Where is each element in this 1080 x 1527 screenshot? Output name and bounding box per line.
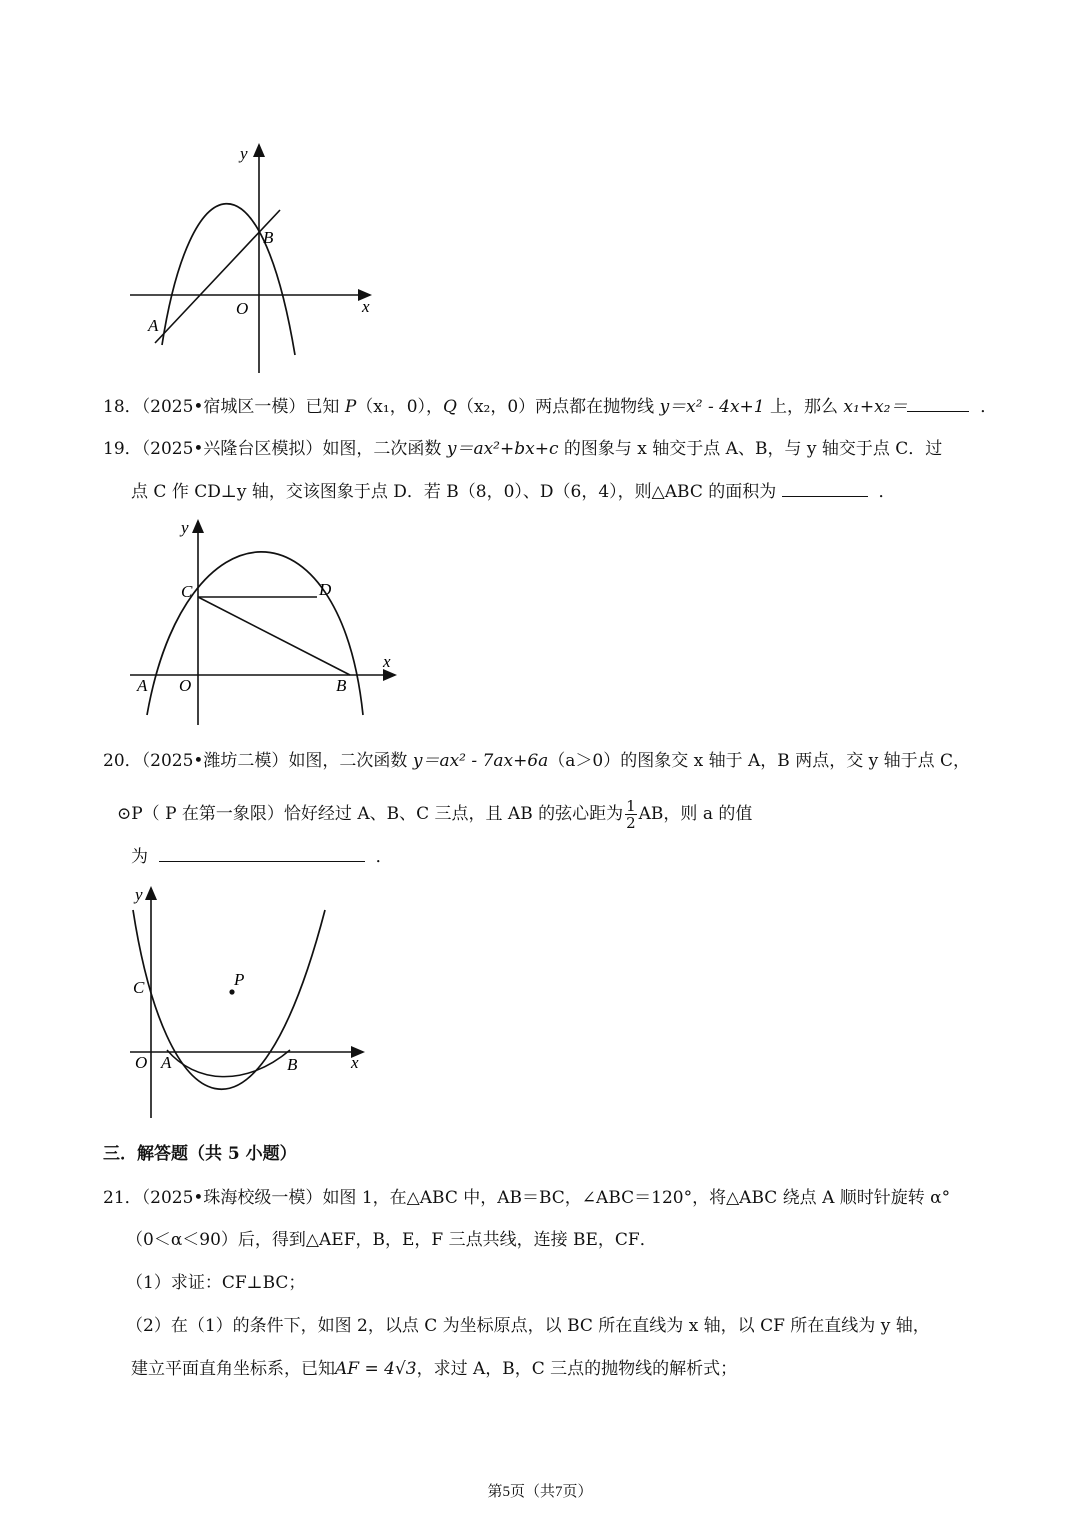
q19-answer-blank[interactable] <box>782 480 868 497</box>
q21-af-formula: AF = 4√3 <box>335 1359 417 1379</box>
fig17-y-label: y <box>240 144 248 163</box>
question-21-part1: （1）求证：CF⊥BC； <box>126 1273 306 1293</box>
question-18: 18．（2025•宿城区一模）已知 P（x₁，0），Q（x₂，0）两点都在抛物线 y＝x² ‑ 4x+1 上，那么 x₁+x₂＝ ． <box>103 397 998 417</box>
q19-source: （2025•兴隆台区模拟） <box>141 439 323 459</box>
fig20-a-label: A <box>161 1053 172 1072</box>
q20-number: 20． <box>103 751 142 771</box>
q18-equation: y＝x² ‑ 4x+1 <box>659 397 765 417</box>
q18-number: 18． <box>103 397 142 417</box>
question-20-line1: 20．（2025•潍坊二模）如图，二次函数 y＝ax² ‑ 7ax+6a（a＞0）的图象交 x 轴于 A，B 两点，交 y 轴于点 C， <box>103 751 971 771</box>
fig20-y-label: y <box>135 885 143 904</box>
question-20-line2: ⊙P（ P 在第一象限）恰好经过 A、B、C 三点，且 AB 的弦心距为 $\frac{1}{2}$ AB，则 a 的值 <box>117 797 753 832</box>
fig17-a-label: A <box>148 316 159 335</box>
fig20-c-label: C <box>133 978 145 997</box>
question-19-line1: 19．（2025•兴隆台区模拟）如图，二次函数 y＝ax²+bx+c 的图象与 x 轴交于点 A、B，与 y 轴交于点 C．过 <box>103 439 943 459</box>
fig20-b-label: B <box>287 1055 298 1074</box>
figure-q19 <box>125 515 405 727</box>
section-3-heading: 三．解答题（共 5 小题） <box>103 1144 297 1164</box>
q20-source: （2025•潍坊二模） <box>141 751 289 771</box>
figure-q20 <box>125 878 375 1123</box>
fig19-d-label: D <box>319 580 332 599</box>
fig20-o-label: O <box>135 1053 148 1072</box>
fig17-o-label: O <box>236 299 249 318</box>
q20-answer-blank[interactable] <box>159 845 365 862</box>
q19-number: 19． <box>103 439 142 459</box>
fig19-x-label: x <box>383 652 391 671</box>
fig20-x-label: x <box>351 1053 359 1072</box>
fig19-o-label: O <box>179 676 192 695</box>
fig19-a-label: A <box>137 676 148 695</box>
question-21-part2-cont: 建立平面直角坐标系，已知AF = 4√3，求过 A，B，C 三点的抛物线的解析式； <box>131 1359 738 1379</box>
q21-source: （2025•珠海校级一模） <box>141 1188 323 1208</box>
q20-equation: y＝ax² ‑ 7ax+6a <box>412 751 549 771</box>
q18-answer-blank[interactable] <box>907 395 969 412</box>
q21-number: 21． <box>103 1188 142 1208</box>
q18-source: （2025•宿城区一模） <box>141 397 306 417</box>
question-21-line1: 21．（2025•珠海校级一模）如图 1，在△ABC 中，AB＝BC，∠ABC＝120°，将△ABC 绕点 A 顺时针旋转 α° <box>103 1188 951 1208</box>
fig19-b-label: B <box>336 676 347 695</box>
fig19-c-label: C <box>181 582 193 601</box>
page-footer: 第5页（共7页） <box>487 1484 593 1500</box>
q20-fraction: $\frac{1}{2}$ <box>626 797 636 832</box>
question-21-part2: （2）在（1）的条件下，如图 2，以点 C 为坐标原点，以 BC 所在直线为 x 轴，以 CF 所在直线为 y 轴， <box>126 1316 930 1336</box>
fig17-b-label: B <box>263 228 274 247</box>
question-19-line2: 点 C 作 CD⊥y 轴，交该图象于点 D．若 B（8，0）、D（6，4），则△ABC 的面积为 ． <box>131 482 896 502</box>
fig19-y-label: y <box>181 518 189 537</box>
q19-equation: y＝ax²+bx+c <box>446 439 559 459</box>
figure-q17 <box>120 135 390 380</box>
fig20-p-label: P <box>234 970 245 989</box>
question-20-line3: 为 ． <box>131 847 393 867</box>
fig17-x-label: x <box>362 297 370 316</box>
question-21-line2: （0＜α＜90）后，得到△AEF，B，E，F 三点共线，连接 BE，CF． <box>126 1230 657 1250</box>
